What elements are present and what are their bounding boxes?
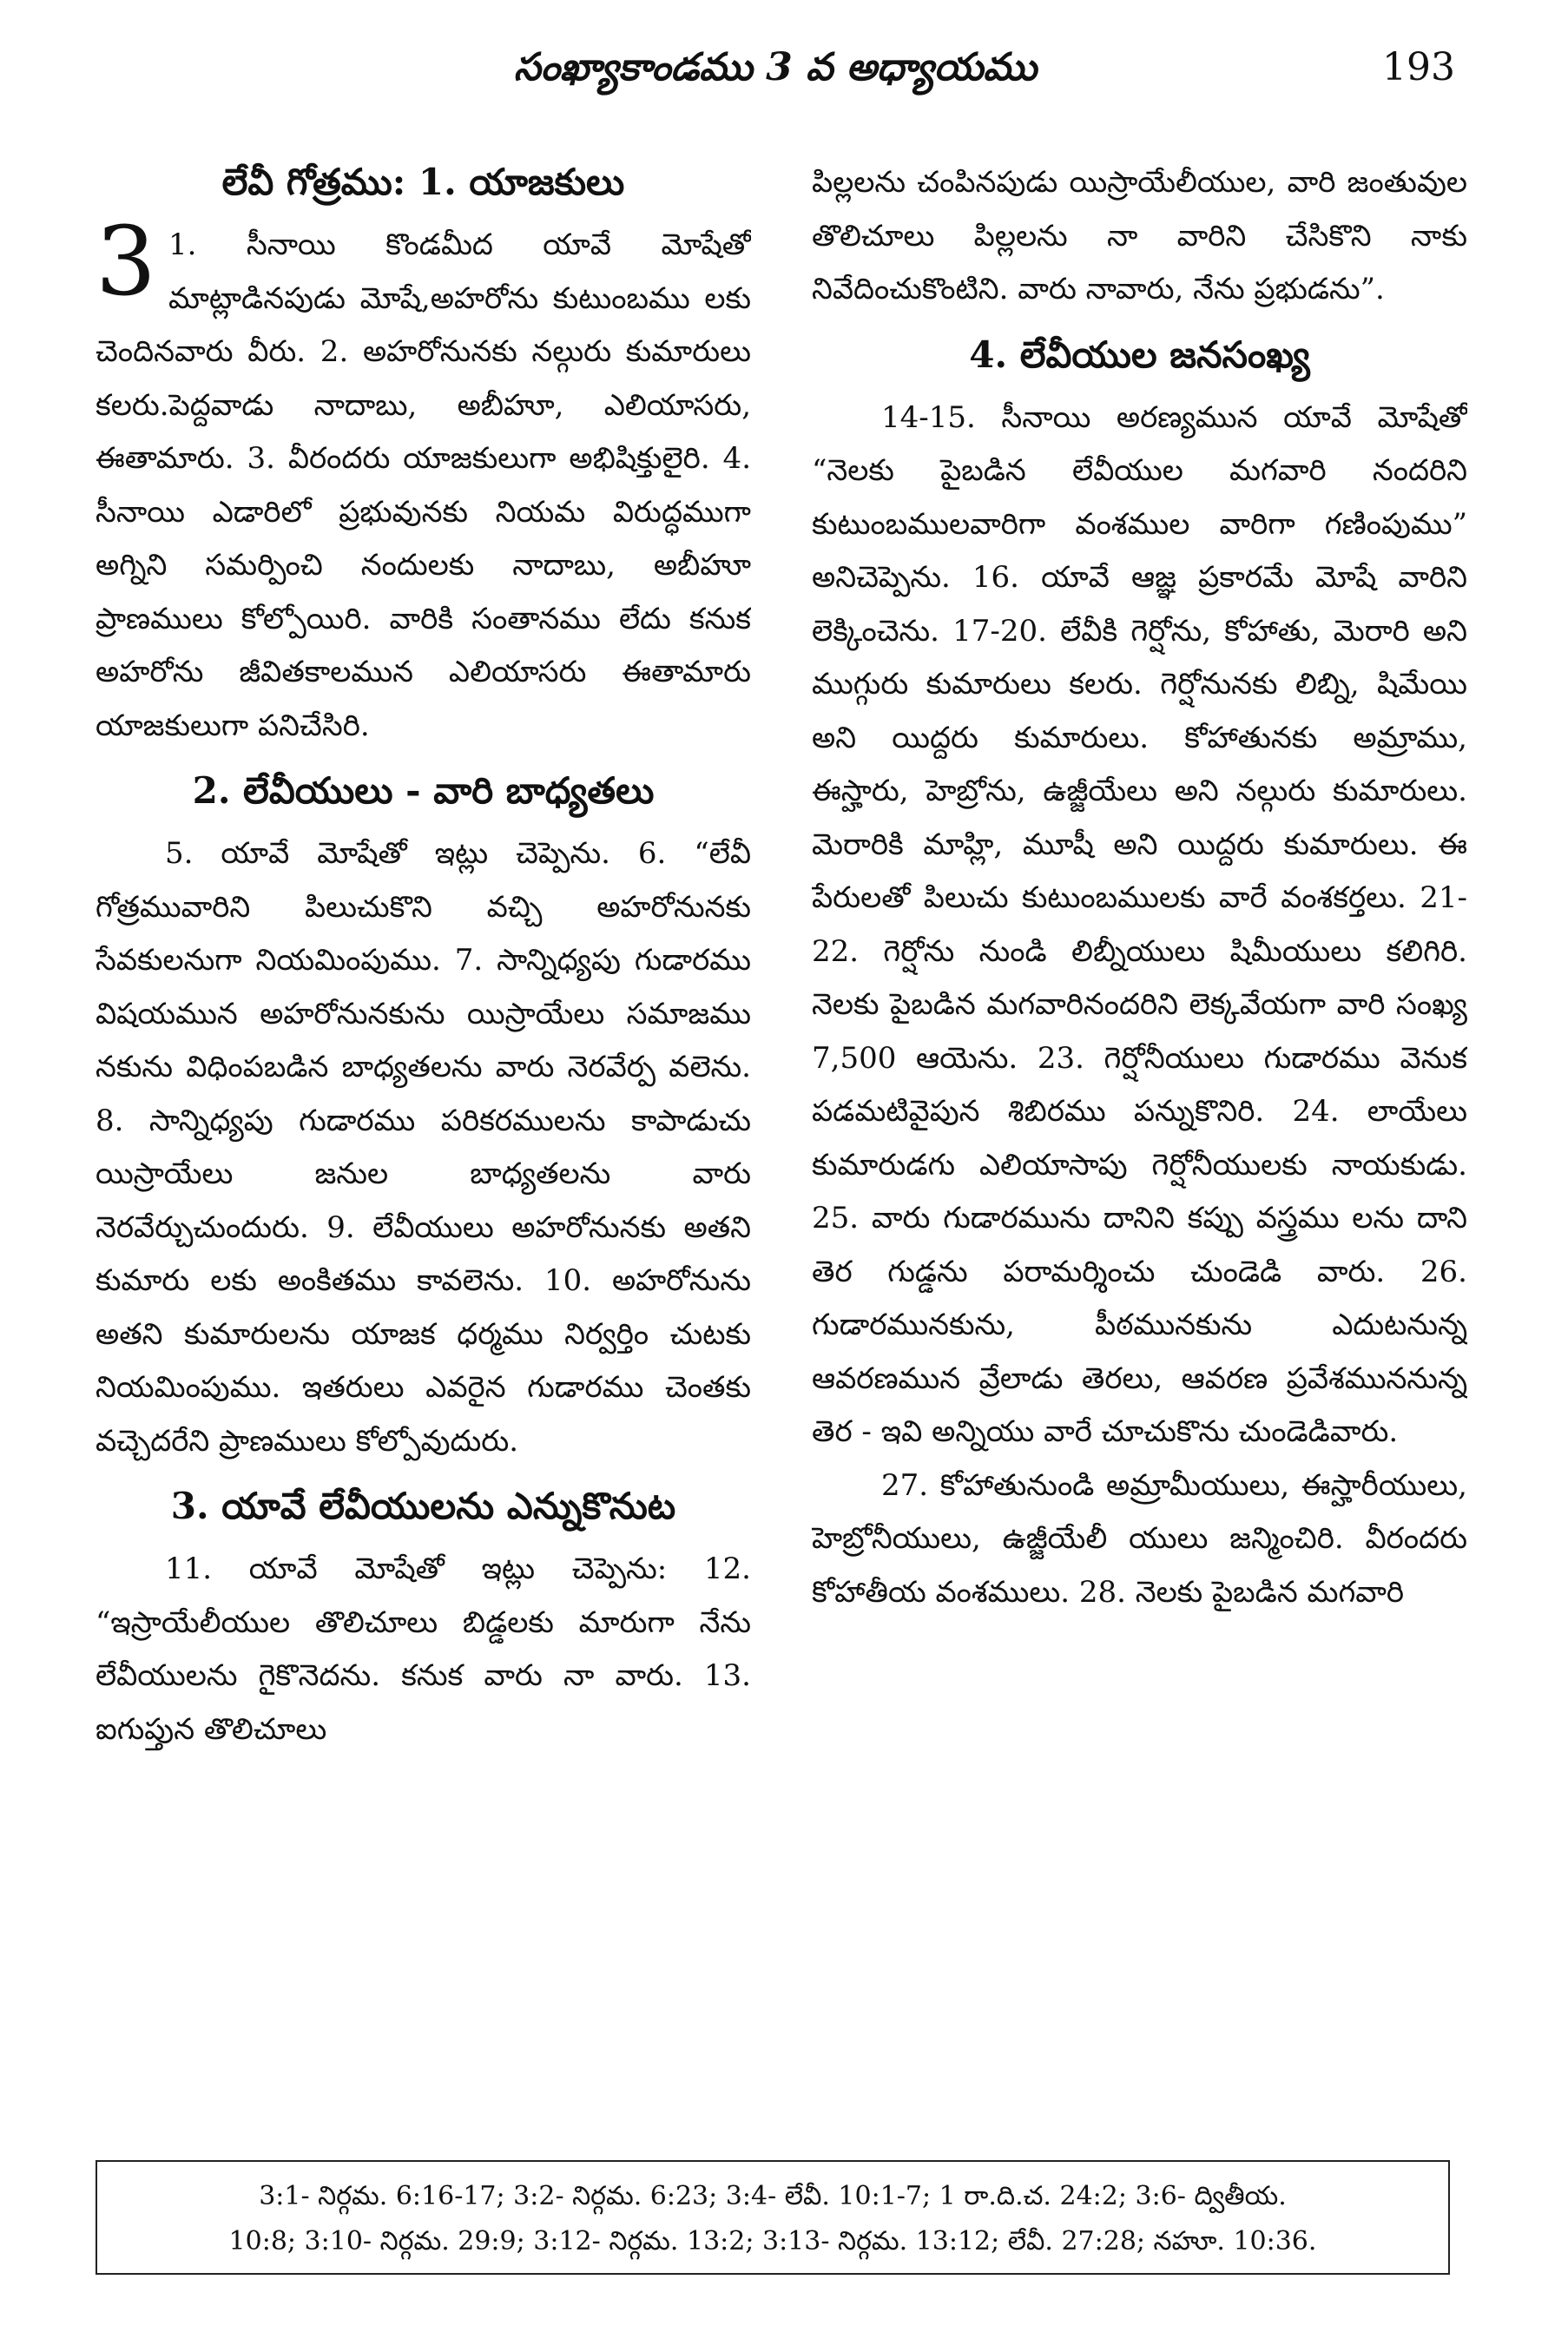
running-title: సంఖ్యాకాండము 3 వ అధ్యాయము (513, 45, 1038, 89)
left-column (96, 156, 751, 2127)
text-columns (96, 156, 1467, 2127)
paragraph-levites-chosen: 11. యావే మోషేతో ఇట్లు చెప్పెను: 12. “ఇస్రాయేలీయుల తొలిచూలు బిడ్డలకు మారుగా నేను లేవీయులను గైకొనెదను. కనుక వారు నా వారు. 13. ఐగుప్తున తొలిచూలు (96, 1552, 751, 1747)
section-heading-levite-duties: 2. లేవీయులు - వారి బాధ్యతలు (192, 769, 655, 812)
footnote-line: 10:8; 3:10- నిర్గమ. 29:9; 3:12- నిర్గమ. 13:2; 3:13- నిర్గమ. 13:12; లేవీ. 27:28; నహూ. 10:36. (228, 2226, 1317, 2256)
chapter-opening-paragraph: 31. సీనాయి కొండమీద యావే మోషేతో మాట్లాడినపుడు మోషే,అహరోను కుటుంబము లకు చెందినవారు వీరు. 2. అహరోనునకు నల్గురు కుమారులు కలరు.పెద్దవాడు నాదాబు, అబీహూ, ఎలియాసరు, ఈతామారు. 3. వీరందరు యాజకులుగా అభిషిక్తులైరి. 4. సీనాయి ఎడారిలో ప్రభువునకు నియమ విరుద్ధముగా అగ్నిని సమర్పించి నందులకు నాదాబు, అబీహూ ప్రాణములు కోల్పోయిరి. వారికి సంతానము లేదు కనుక అహరోను జీవితకాలమున ఎలియాసరు ఈతామారు యాజకులుగా పనిచేసిరి. (96, 206, 751, 743)
page-header (96, 45, 1455, 97)
paragraph-continued: పిల్లలను చంపినపుడు యిస్రాయేలీయుల, వారి జంతువుల తొలిచూలు పిల్లలను నా వారిని చేసికొని నాకు నివేదించుకొంటిని. వారు నావారు, నేను ప్రభుడను”. (812, 165, 1467, 306)
page-number: 193 (1382, 45, 1455, 89)
section-heading-priests: లేవీ గోత్రము: 1. యాజకులు (221, 161, 625, 203)
right-column (812, 156, 1467, 2127)
paragraph-levite-duties: 5. యావే మోషేతో ఇట్లు చెప్పెను. 6. “లేవీ గోత్రమువారిని పిలుచుకొని వచ్చి అహరోనునకు సేవకులనుగా నియమింపుము. 7. సాన్నిధ్యపు గుడారము విషయమున అహరోనునకును యిస్రాయేలు సమాజము నకును విధింపబడిన బాధ్యతలను వారు నెరవేర్ప వలెను. 8. సాన్నిధ్యపు గుడారము పరికరములను కాపాడుచు యిస్రాయేలు జనుల బాధ్యతలను వారు నెరవేర్చుచుందురు. 9. లేవీయులు అహరోనునకు అతని కుమారు లకు అంకితము కావలెను. 10. అహరోనును అతని కుమారులను యాజక ధర్మము నిర్వర్తిం చుటకు నియమింపుము. ఇతరులు ఎవరైన గుడారము చెంతకు వచ్చెదరేని ప్రాణములు కోల్పోవుదురు. (96, 836, 751, 1459)
footnote-line: 3:1- నిర్గమ. 6:16-17; 3:2- నిర్గమ. 6:23; 3:4- లేవీ. 10:1-7; 1 రా.ది.చ. 24:2; 3:6- ద్వితీయ. (259, 2181, 1287, 2211)
cross-reference-box (96, 2160, 1450, 2275)
paragraph-levite-census: 14-15. సీనాయి అరణ్యమున యావే మోషేతో “నెలకు పైబడిన లేవీయుల మగవారి నందరిని కుటుంబములవారిగా వంశముల వారిగా గణింపుము” అనిచెప్పెను. 16. యావే ఆజ్ఞ ప్రకారమే మోషే వారిని లెక్కించెను. 17-20. లేవీకి గెర్షోను, కోహాతు, మెరారి అని ముగ్గురు కుమారులు కలరు. గెర్షోనునకు లిబ్ని, షిమేయి అని యిద్దరు కుమారులు. కోహాతునకు అమ్రాము, ఈస్హారు, హెబ్రోను, ఉజ్జీయేలు అని నల్గురు కుమారులు. మెరారికి మాహ్లి, మూషీ అని యిద్దరు కుమారులు. ఈ పేరులతో పిలుచు కుటుంబములకు వారే వంశకర్తలు. 21-22. గెర్షోను నుండి లిబ్నీయులు షిమీయులు కలిగిరి. నెలకు పైబడిన మగవారినందరిని లెక్కవేయగా వారి సంఖ్య 7,500 ఆయెను. 23. గెర్షోనీయులు గుడారము వెనుక పడమటివైపున శిబిరము పన్నుకొనిరి. 24. లాయేలు కుమారుడగు ఎలియాసాపు గెర్షోనీయులకు నాయకుడు. 25. వారు గుడారమును దానిని కప్పు వస్త్రము లను దాని తెర గుడ్డను పరామర్శించు చుండెడి వారు. 26. గుడారమునకును, పీఠమునకును ఎదుటనున్న ఆవరణమున వ్రేలాడు తెరలు, ఆవరణ ప్రవేశముననున్న తెర - ఇవి అన్నియు వారే చూచుకొను చుండెడివారు. (812, 399, 1467, 1449)
section-heading-levites-chosen: 3. యావే లేవీయులను ఎన్నుకొనుట (170, 1485, 676, 1527)
paragraph-kohathites: 27. కోహాతునుండి అమ్రామీయులు, ఈస్హారీయులు, హెబ్రోనీయులు, ఉజ్జీయేలీ యులు జన్మించిరి. వీరందరు కోహాతీయ వంశములు. 28. నెలకు పైబడిన మగవారి (812, 1467, 1467, 1610)
section-heading-levite-census: 4. లేవీయుల జనసంఖ్య (969, 333, 1310, 376)
